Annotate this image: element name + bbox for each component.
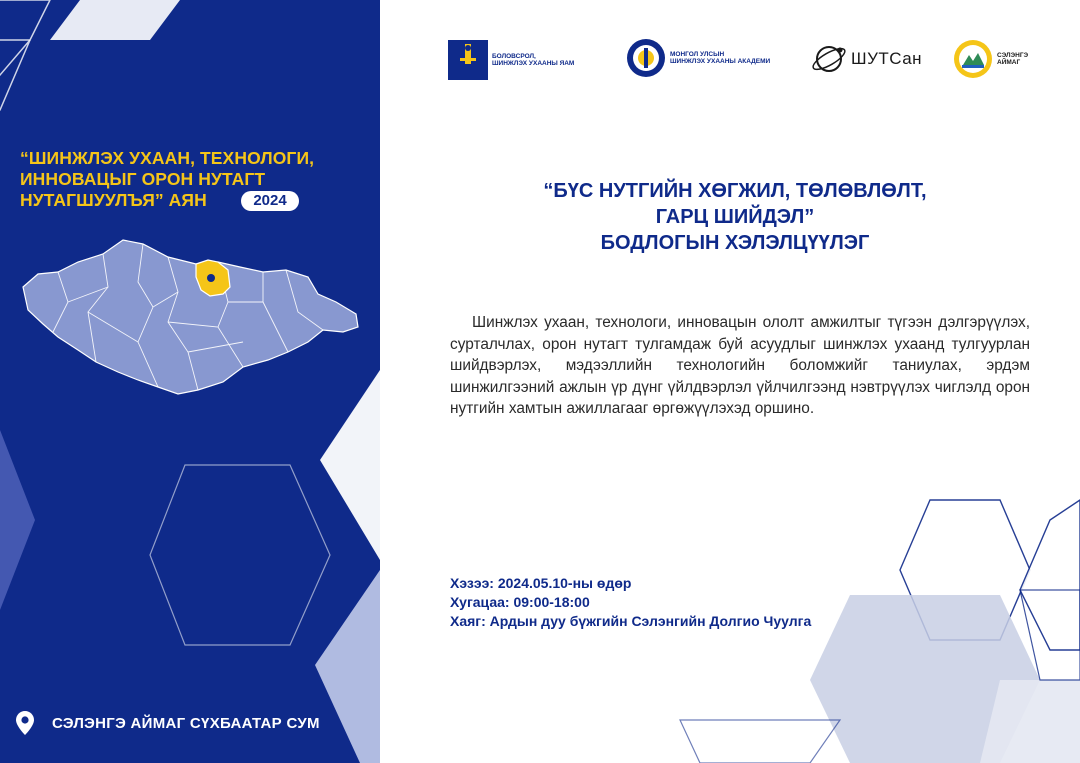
campaign-title xyxy=(20,148,360,211)
shutsan-logo xyxy=(810,40,922,78)
selenge-logo xyxy=(953,39,1028,79)
selenge-emblem-icon xyxy=(953,39,993,79)
event-heading xyxy=(430,178,1040,256)
academy-logo-line1: МОНГОЛ УЛСЫН xyxy=(670,50,725,58)
map-pin-icon xyxy=(16,711,34,735)
academy-logo-line2: ШИНЖЛЭХ УХААНЫ АКАДЕМИ xyxy=(670,58,771,65)
selenge-logo-line2: АЙМАГ xyxy=(997,59,1021,66)
event-heading-line2: ГАРЦ ШИЙДЭЛ” xyxy=(655,206,815,228)
mongolia-map xyxy=(18,232,363,402)
event-heading-line1: “БҮС НУТГИЙН ХӨГЖИЛ, ТӨЛӨВЛӨЛТ, xyxy=(543,180,927,202)
event-description: Шинжлэх ухаан, технологи, инновацын ололт амжилтыг түгээн дэлгэрүүлэх, сурталчлах, орон нутагт тулгамдаж буй асуудлыг шинжлэх ухаанд тулгуурлан шийдвэрлэх, мэдээллийн технологийн боломжийг таниулах, эрдэм шинжилгээний ажлын үр дүнг үйлдвэрлэл үйлчилгээнд нэвтрүүлэх чиглэлд орон нутгийн хамтын ажиллагааг өргөжүүлэхэд оршино. xyxy=(450,314,1030,417)
soyombo-emblem-icon xyxy=(448,40,488,80)
location-text: СЭЛЭНГЭ АЙМАГ СҮХБААТАР СУМ xyxy=(52,714,320,732)
logo-bar xyxy=(440,36,1060,92)
map-location-dot xyxy=(207,274,215,282)
ministry-logo-line1: БОЛОВСРОЛ, xyxy=(492,52,536,60)
academy-logo xyxy=(626,38,770,78)
selenge-logo-line1: СЭЛЭНГЭ xyxy=(997,51,1029,59)
event-address: Хаяг: Ардын дуу бүжгийн Сэлэнгийн Долгио Чуулга xyxy=(450,613,812,629)
event-details xyxy=(450,574,811,631)
year-badge: 2024 xyxy=(241,191,299,211)
campaign-title-line2: ИННОВАЦЫГ ОРОН НУТАГТ xyxy=(20,169,266,189)
campaign-title-line1: “ШИНЖЛЭХ УХААН, ТЕХНОЛОГИ, xyxy=(20,148,315,168)
shutsan-logo-name: ШУТСан xyxy=(851,49,923,68)
event-time: Хугацаа: 09:00-18:00 xyxy=(450,594,590,610)
academy-emblem-icon xyxy=(626,38,666,78)
ministry-logo xyxy=(448,40,574,80)
event-heading-line3: БОДЛОГЫН ХЭЛЭЛЦҮҮЛЭГ xyxy=(600,232,870,254)
event-date: Хэзээ: 2024.05.10-ны өдөр xyxy=(450,575,632,591)
campaign-title-line3: НУТАГШУУЛЪЯ” АЯН xyxy=(20,190,207,210)
location-row xyxy=(16,710,320,736)
satellite-globe-icon xyxy=(810,40,848,78)
ministry-logo-line2: ШИНЖЛЭХ УХААНЫ ЯАМ xyxy=(492,60,575,67)
left-panel xyxy=(0,0,380,763)
